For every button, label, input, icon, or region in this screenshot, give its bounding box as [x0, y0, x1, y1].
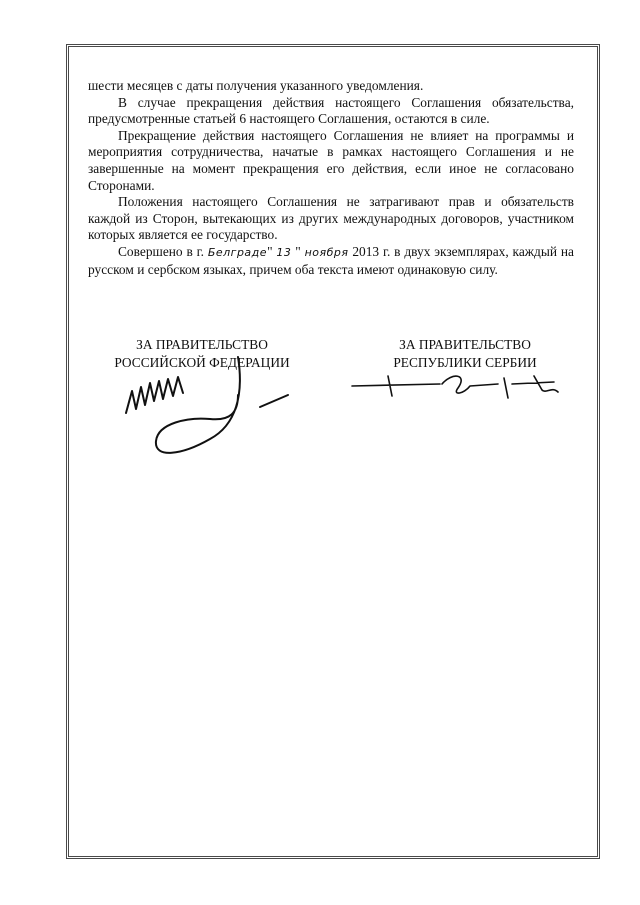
signatory-line2: РЕСПУБЛИКИ СЕРБИИ — [393, 355, 537, 370]
quote-close: " — [291, 243, 305, 259]
quote-open: " — [267, 243, 277, 259]
paragraph-rights: Положения настоящего Соглашения не затрагивают прав и обязательств каждой из Сторон, вытекающих из других международных договоров, участником которых является ее государство. — [88, 194, 574, 243]
signatory-line1: ЗА ПРАВИТЕЛЬСТВО — [399, 337, 531, 352]
paragraph-obligations: В случае прекращения действия настоящего Соглашения обязательства, предусмотренные статьей 6 настоящего Соглашения, остаются в силе. — [88, 94, 574, 127]
document-body — [88, 78, 574, 278]
closing-year-text: 2013 г. в двух экземплярах, каждый на русском и сербском языках, причем оба текста имеют одинаковую силу. — [88, 243, 574, 277]
signatory-line2: РОССИЙСКОЙ ФЕДЕРАЦИИ — [114, 355, 290, 370]
handwritten-city: Белграде — [207, 245, 268, 259]
signatory-line1: ЗА ПРАВИТЕЛЬСТВО — [136, 337, 268, 352]
signature-serbia — [348, 368, 568, 408]
signature-russia — [110, 355, 310, 470]
handwritten-month: ноября — [304, 245, 349, 259]
handwritten-day: 13 — [276, 245, 292, 259]
paragraph-closing — [88, 244, 574, 278]
paragraph-programs: Прекращение действия настоящего Соглашения не влияет на программы и мероприятия сотрудничества, начатые в рамках настоящего Соглашения и не завершенные на момент прекращения его действия, если иное не согласовано Сторонами. — [88, 127, 574, 193]
paragraph-continuation: шести месяцев с даты получения указанного уведомления. — [88, 78, 424, 93]
closing-prefix: Совершено в г. — [118, 243, 208, 259]
signature-block-serbia — [345, 336, 585, 372]
